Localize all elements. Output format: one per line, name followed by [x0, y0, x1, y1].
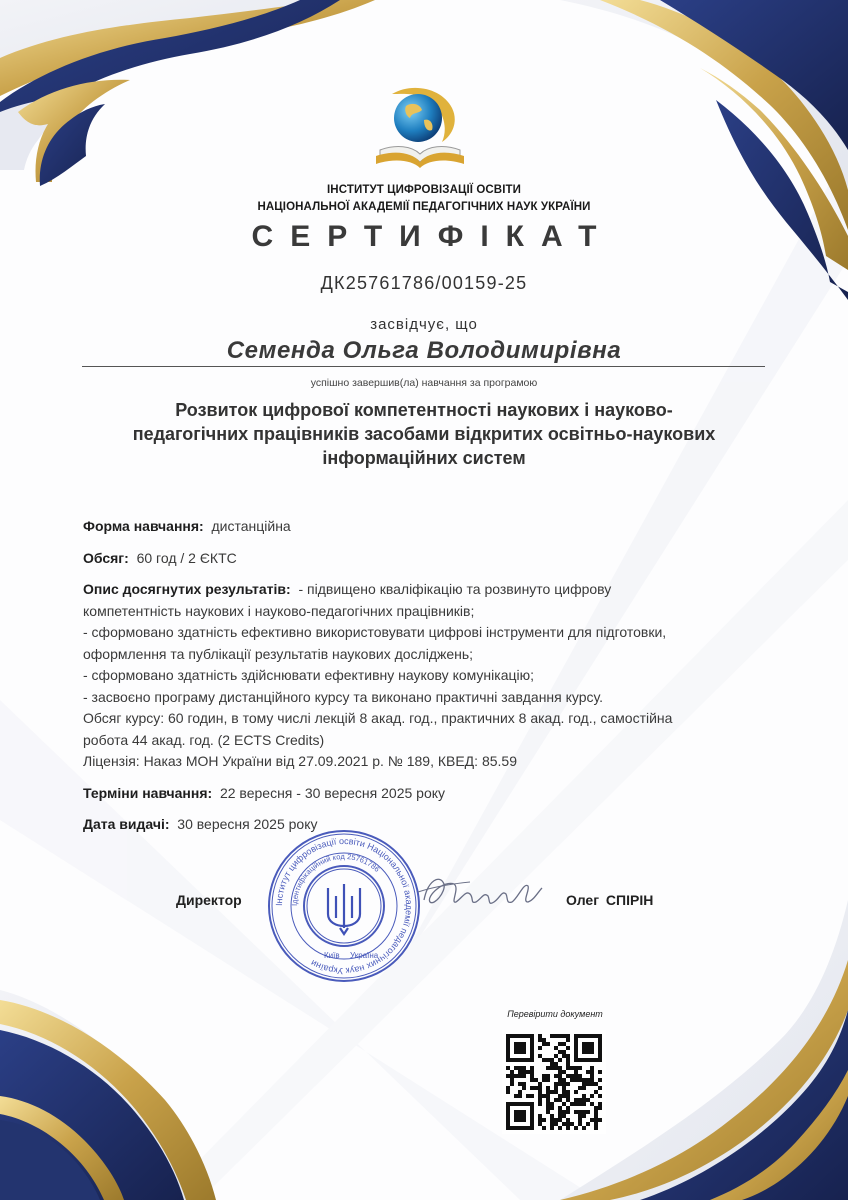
terms-row [83, 783, 773, 805]
results-line: - сформовано здатність здійснювати ефективну наукову комунікацію; [83, 667, 535, 683]
recipient-name: Семенда Ольга Володимирівна [226, 337, 622, 364]
terms-label: Терміни навчання: [83, 784, 213, 801]
results-line: робота 44 акад. год. (2 ECTS Credits) [83, 731, 325, 748]
globe-book-logo [372, 84, 468, 168]
issue-date-row [83, 814, 773, 836]
volume-row [83, 548, 773, 570]
program-title-line1: Розвиток цифрової компетентності наукових і науково- [175, 400, 673, 420]
study-form-row [83, 516, 773, 538]
stamp-code-text: Ідентифікаційний код 25761786 [289, 851, 382, 907]
verify-qr-code[interactable] [502, 1030, 606, 1134]
program-title-line3: інформаційних систем [322, 448, 526, 468]
verify-document-label: Перевірити документ [507, 1009, 603, 1019]
official-stamp [266, 828, 422, 984]
director-label: Директор [176, 892, 242, 908]
issue-date-label: Дата видачі: [83, 816, 170, 832]
name-underline [82, 366, 765, 367]
institute-name-line1: ІНСТИТУТ ЦИФРОВІЗАЦІЇ ОСВІТИ [327, 184, 521, 196]
certifies-text: засвідчує, що [370, 316, 478, 333]
director-name: Олег СПІРІН [566, 892, 654, 908]
completed-text: успішно завершив(ла) навчання за програмою [310, 377, 538, 389]
institute-name-line2: НАЦІОНАЛЬНОЇ АКАДЕМІЇ ПЕДАГОГІЧНИХ НАУК УКРАЇНИ [257, 201, 591, 213]
ribbon-bottom-left [0, 990, 216, 1200]
issue-date-value: 30 вересня 2025 року [177, 816, 318, 832]
stamp-outer-text: Інститут цифровізації освіти Національної академії педагогічних наук України [273, 835, 415, 977]
volume-label: Обсяг: [83, 549, 129, 566]
volume-value: 60 год / 2 ЄКТС [136, 549, 237, 566]
terms-value: 22 вересня - 30 вересня 2025 року [219, 784, 446, 801]
results-line: оформлення та публікації результатів наукових досліджень; [83, 645, 474, 662]
results-line: Обсяг курсу: 60 годин, в тому числі лекцій 8 акад. год., практичних 8 акад. год., самостійна [83, 710, 673, 726]
ribbon-top-left [0, 0, 375, 186]
results-line: компетентність наукових і науково-педагогічних працівників; [83, 602, 475, 619]
results-label: Опис досягнутих результатів: [83, 581, 291, 597]
results-row [83, 579, 773, 601]
program-title-line2: педагогічних працівників засобами відкритих освітньо-наукових [132, 424, 716, 444]
certificate-code: ДК25761786/00159-25 [320, 273, 528, 293]
results-line: - підвищено кваліфікацію та розвинуто цифрову [298, 581, 612, 597]
stamp-city: Київ [324, 951, 340, 960]
trident-icon [328, 884, 360, 934]
course-details [83, 516, 773, 836]
certificate-title: СЕРТИФІКАТ [251, 220, 614, 253]
study-form-value: дистанційна [211, 518, 291, 534]
stamp-country: Україна [350, 951, 379, 960]
results-line: - засвоєно програму дистанційного курсу та виконано практичні завдання курсу. [83, 688, 604, 705]
license-line: Ліцензія: Наказ МОН України від 27.09.2021 р. № 189, КВЕД: 85.59 [83, 753, 517, 769]
results-line: - сформовано здатність ефективно використовувати цифрові інструменти для підготовки, [83, 624, 667, 640]
study-form-label: Форма навчання: [83, 518, 204, 534]
director-signature [410, 862, 550, 922]
program-title [0, 398, 848, 470]
